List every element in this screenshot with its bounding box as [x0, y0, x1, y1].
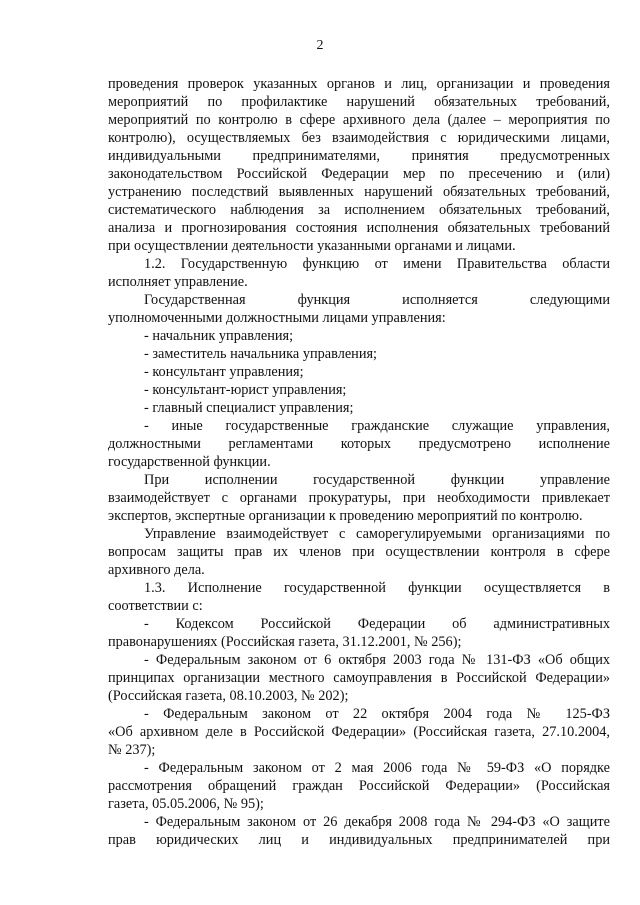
text-line: - начальник управления;	[144, 328, 294, 344]
text-line: - заместитель начальника управления;	[144, 346, 378, 362]
text-line: прав юридических лиц и индивидуальных предпринимателей при	[108, 832, 610, 848]
text-line: - главный специалист управления;	[144, 400, 354, 416]
text-line: - Федеральным законом от 26 декабря 2008 года № 294-ФЗ «О защите	[144, 814, 610, 830]
text-line: 1.2. Государственную функцию от имени Правительства области	[144, 256, 610, 272]
text-line: правонарушениях (Российская газета, 31.12.2001, № 256);	[108, 634, 462, 650]
text-line: вопросам защиты прав их членов при осуществлении контроля в сфере	[108, 544, 610, 560]
text-line: - Федеральным законом от 22 октября 2004 года № 125-ФЗ	[144, 706, 610, 722]
text-line: «Об архивном деле в Российской Федерации» (Российская газета, 27.10.2004,	[108, 724, 610, 740]
text-line: Управление взаимодействует с саморегулируемыми организациями по	[144, 526, 610, 542]
document-body	[108, 75, 610, 849]
text-line: Государственная функция исполняется следующими	[144, 292, 610, 308]
text-line: рассмотрения обращений граждан Российской Федерации» (Российская	[108, 778, 610, 794]
text-line: экспертов, экспертные организации к проведению мероприятий по контролю.	[108, 508, 583, 524]
text-line: - консультант управления;	[144, 364, 304, 380]
text-line: должностными регламентами которых предусмотрено исполнение	[108, 436, 610, 452]
text-line: анализа и прогнозирования состояния исполнения обязательных требований	[108, 220, 610, 236]
text-line: газета, 05.05.2006, № 95);	[108, 796, 264, 812]
text-line: принципах организации местного самоуправления в Российской Федерации»	[108, 670, 610, 686]
text-line: При исполнении государственной функции управление	[144, 472, 610, 488]
text-line: при осуществлении деятельности указанными органами и лицами.	[108, 238, 516, 254]
text-line: индивидуальными предпринимателями, принятия предусмотренных	[108, 148, 610, 164]
text-line: - Федеральным законом от 6 октября 2003 года № 131-ФЗ «Об общих	[144, 652, 610, 668]
text-line: устранению последствий выявленных нарушений обязательных требований,	[108, 184, 610, 200]
text-line: мероприятий по контролю в сфере архивного дела (далее – мероприятия по	[108, 112, 610, 128]
text-line: (Российская газета, 08.10.2003, № 202);	[108, 688, 349, 704]
text-line: контролю), осуществляемых без взаимодействия с юридическими лицами,	[108, 130, 610, 146]
text-line: - Федеральным законом от 2 мая 2006 года № 59-ФЗ «О порядке	[144, 760, 610, 776]
text-line: уполномоченными должностными лицами управления:	[108, 310, 446, 326]
text-line: взаимодействует с органами прокуратуры, при необходимости привлекает	[108, 490, 610, 506]
text-line: - консультант-юрист управления;	[144, 382, 347, 398]
text-line: проведения проверок указанных органов и лиц, организации и проведения	[108, 76, 610, 92]
text-line: исполняет управление.	[108, 274, 248, 290]
text-line: - Кодексом Российской Федерации об административных	[144, 616, 610, 632]
text-line: соответствии с:	[108, 598, 203, 614]
text-line: законодательством Российской Федерации мер по пресечению и (или)	[108, 166, 610, 182]
text-line: 1.3. Исполнение государственной функции осуществляется в	[144, 580, 610, 596]
text-line: архивного дела.	[108, 562, 205, 578]
text-line: № 237);	[108, 742, 156, 758]
text-line: систематического наблюдения за исполнением обязательных требований,	[108, 202, 610, 218]
text-line: государственной функции.	[108, 454, 271, 470]
page-number: 2	[316, 38, 324, 53]
text-line: - иные государственные гражданские служащие управления,	[144, 418, 610, 434]
text-line: мероприятий по профилактике нарушений обязательных требований,	[108, 94, 610, 110]
